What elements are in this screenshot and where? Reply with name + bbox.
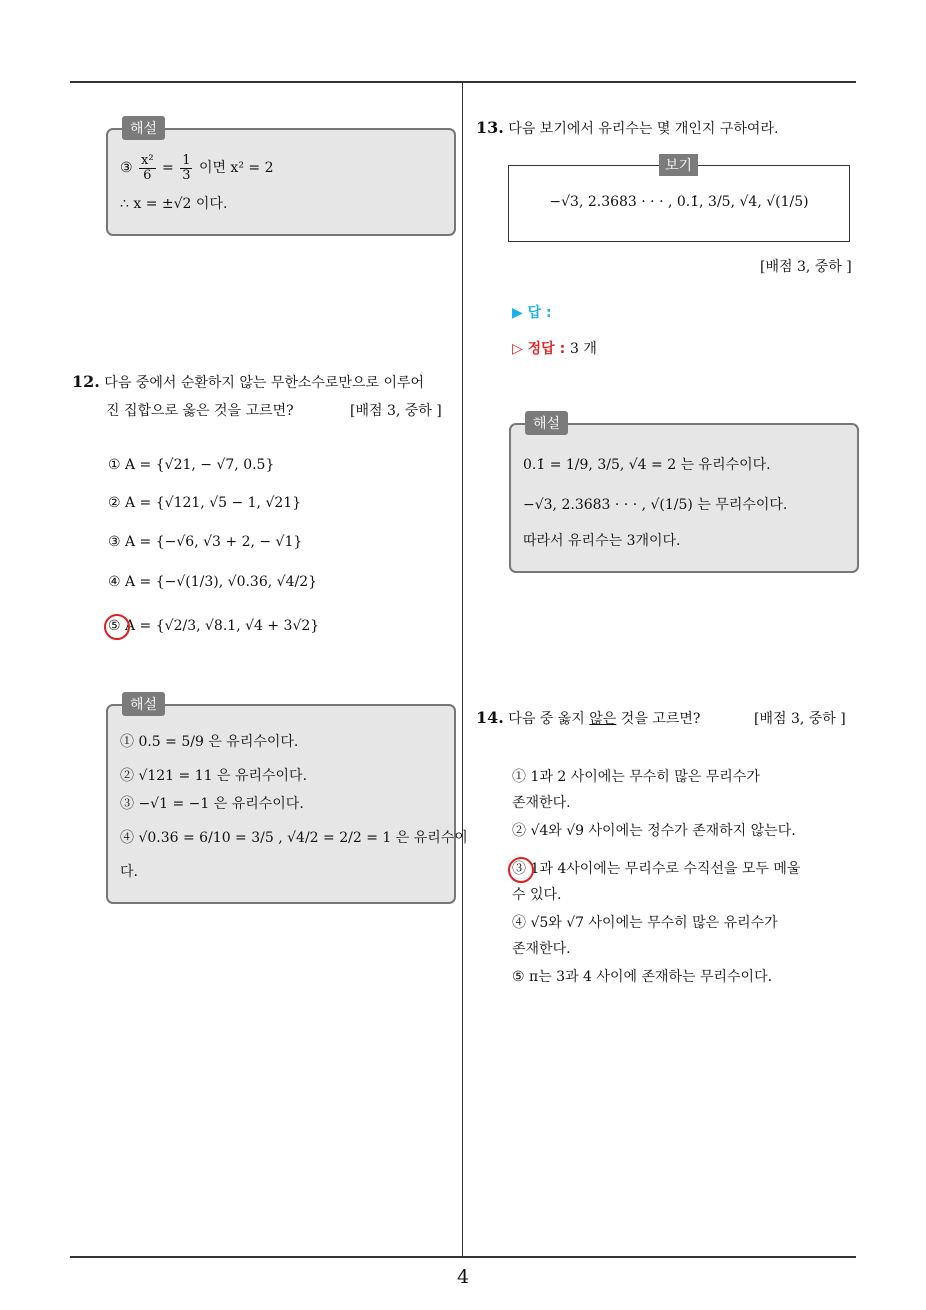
score-label: [배점 3, 중하 ] xyxy=(754,711,846,727)
question-12-line2: 진 집합으로 옳은 것을 고르면? xyxy=(106,403,294,419)
answer-circle-mark xyxy=(104,614,130,640)
score-label: [배점 3, 중하 ] xyxy=(760,259,852,275)
option-1[interactable]: ① 1과 2 사이에는 무수히 많은 무리수가 xyxy=(512,769,760,785)
question-12-line1: 12. 다음 중에서 순환하지 않는 무한소수로만으로 이루어 xyxy=(72,372,425,391)
explanation-line: 따라서 유리수는 3개이다. xyxy=(523,533,681,549)
explanation-tag: 해설 xyxy=(122,116,165,140)
question-13: 13. 다음 보기에서 유리수는 몇 개인지 구하여라. xyxy=(476,118,779,137)
fraction: $\frac{\text{x²}}{6}$ xyxy=(141,153,154,183)
option-5[interactable]: ⑤ π는 3과 4 사이에 존재하는 무리수이다. xyxy=(512,969,773,985)
explanation-tag: 해설 xyxy=(122,692,165,716)
explanation-line: ③ $\frac{\text{x²}}{6}$ = $\frac{1}{3}$ 이면 x² = 2 xyxy=(120,153,274,183)
bottom-rule xyxy=(70,1256,856,1258)
option-3-cont: 수 있다. xyxy=(512,887,562,903)
explanation-tag: 해설 xyxy=(525,411,568,435)
option-5[interactable]: ⑤ A = {√2/3, √8.1, √4 + 3√2} xyxy=(108,618,320,634)
option-4[interactable]: ④ A = {−√(1/3), √0.36, √4/2} xyxy=(108,574,318,590)
correct-answer-label: ▷ 정답 : 3 개 xyxy=(512,341,597,357)
answer-circle-mark xyxy=(508,857,534,883)
correct-answer-value: 3 개 xyxy=(570,341,597,357)
explanation-box-13 xyxy=(509,416,859,573)
explanation-line: ① 0.5̇ = 5/9 은 유리수이다. xyxy=(120,734,299,750)
option-4-cont: 존재한다. xyxy=(512,941,571,957)
fraction: $\frac{1}{3}$ xyxy=(182,153,191,183)
option-2[interactable]: ② A = {√121, √5 − 1, √21} xyxy=(108,495,302,511)
example-tag: 보기 xyxy=(659,154,698,176)
option-1[interactable]: ① A = {√21, − √7, 0.5̇} xyxy=(108,457,275,473)
question-14: 14. 다음 중 옳지 않은 것을 고르면? xyxy=(476,708,701,727)
answer-input-label[interactable]: ▶ 답 : xyxy=(512,305,552,321)
explanation-line: −√3, 2.3683 · · · , √(1/5) 는 무리수이다. xyxy=(523,497,788,513)
explanation-line: ③ −√1 = −1 은 유리수이다. xyxy=(120,796,304,812)
top-rule xyxy=(70,81,856,83)
explanation-box-11 xyxy=(106,121,456,236)
explanation-box-12 xyxy=(106,697,468,904)
page-number: 4 xyxy=(456,1266,470,1288)
explanation-line: ② √121 = 11 은 유리수이다. xyxy=(120,768,308,784)
option-3[interactable]: ③ 1과 4사이에는 무리수로 수직선을 모두 메울 xyxy=(512,861,801,877)
option-2[interactable]: ② √4와 √9 사이에는 정수가 존재하지 않는다. xyxy=(512,823,796,839)
option-3[interactable]: ③ A = {−√6, √3 + 2, − √1} xyxy=(108,534,303,550)
score-label: [배점 3, 중하 ] xyxy=(350,403,442,419)
column-divider xyxy=(462,83,463,1256)
example-box xyxy=(508,158,850,242)
explanation-line: 0.1̇ = 1/9, 3/5, √4 = 2 는 유리수이다. xyxy=(523,457,771,473)
explanation-line: 다. xyxy=(120,864,138,880)
option-1-cont: 존재한다. xyxy=(512,795,571,811)
option-4[interactable]: ④ √5와 √7 사이에는 무수히 많은 유리수가 xyxy=(512,915,778,931)
explanation-line: ∴ x = ±√2 이다. xyxy=(120,196,228,212)
explanation-line: ④ √0.36 = 6/10 = 3/5 , √4/2 = 2/2 = 1 은 유리수이 xyxy=(120,830,468,846)
example-content: −√3, 2.3683 · · · , 0.1̇, 3/5, √4, √(1/5) xyxy=(549,194,809,210)
